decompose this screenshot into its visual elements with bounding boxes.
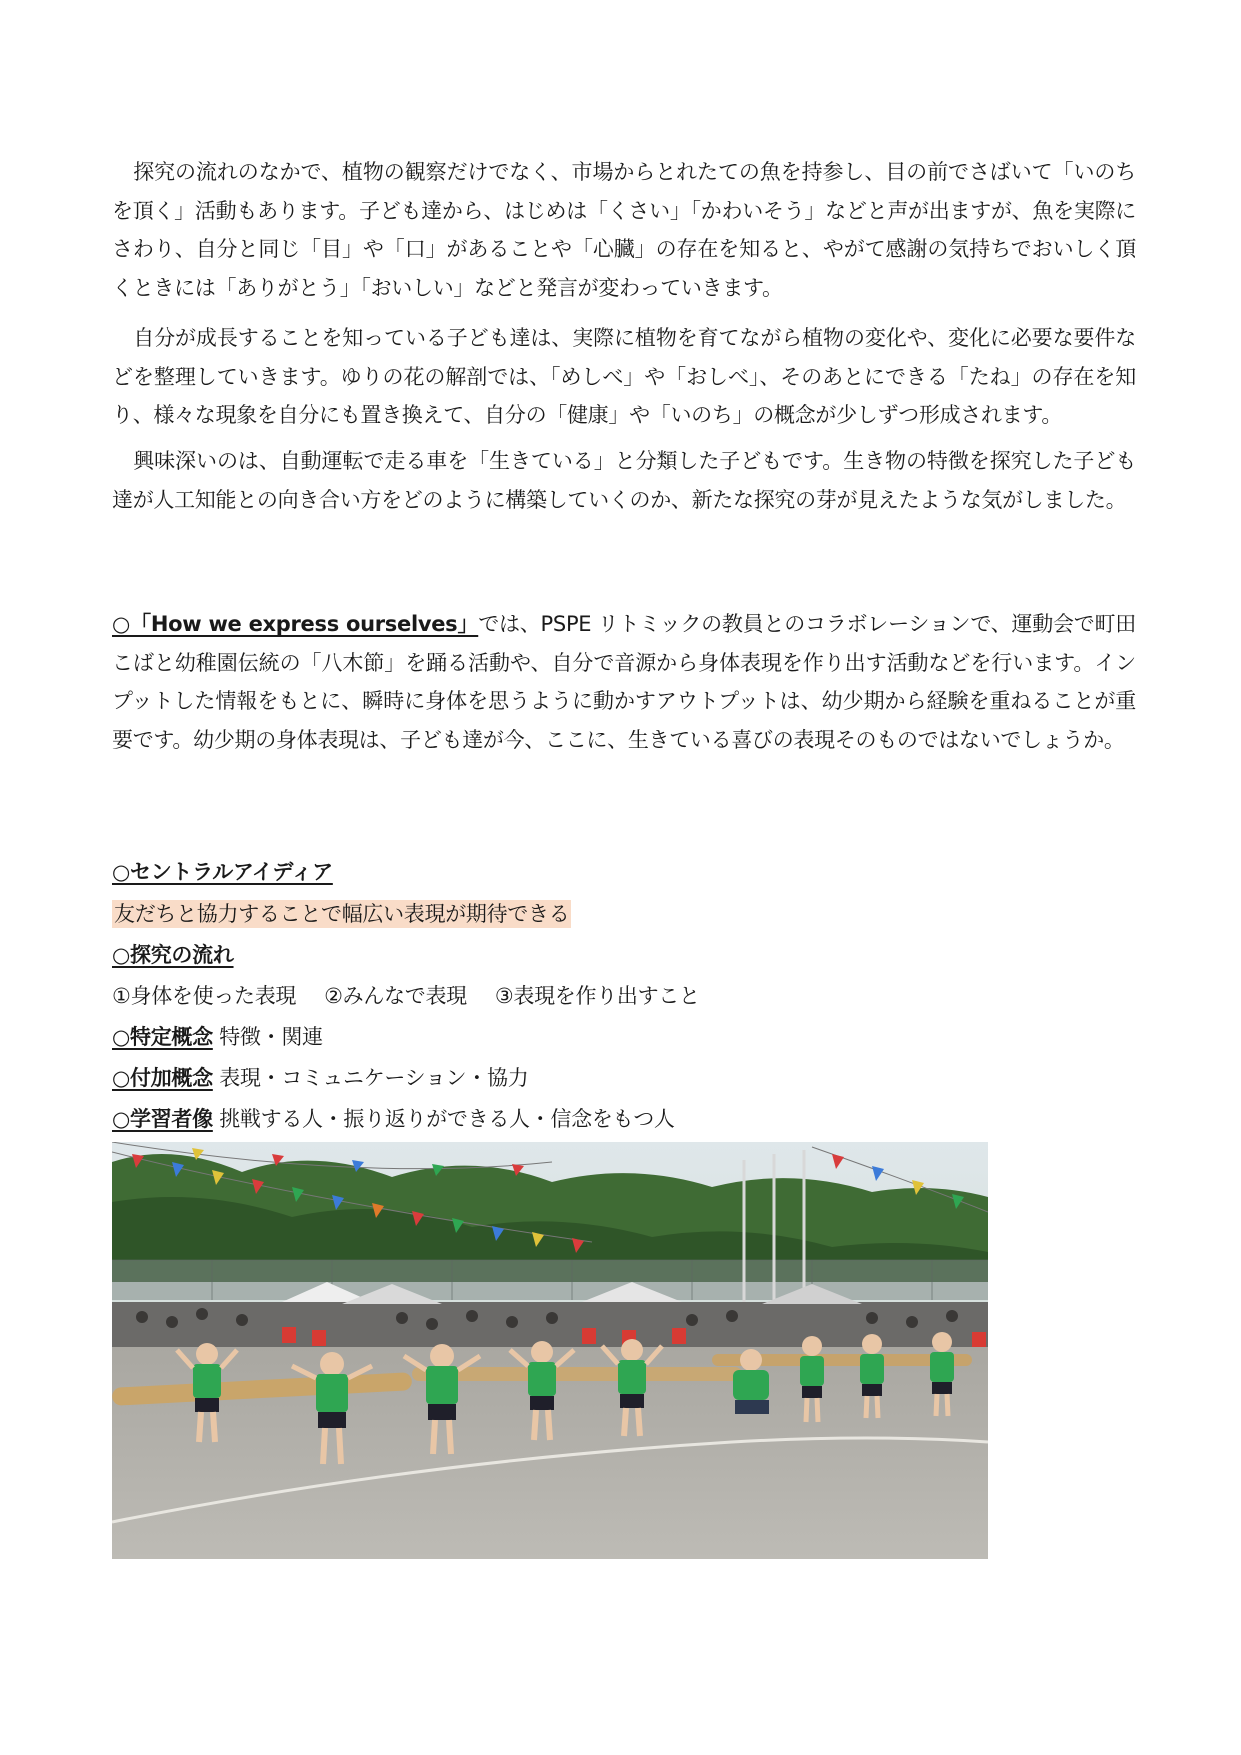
inquiry-flow-heading bbox=[112, 937, 234, 973]
sports-day-photo bbox=[112, 1142, 988, 1559]
paragraph-plant-growth bbox=[112, 319, 1136, 435]
inquiry-flow-label: ○探究の流れ bbox=[112, 943, 234, 967]
inquiry-flow-item: ③表現を作り出すこと bbox=[494, 984, 700, 1008]
additional-concepts-label: ○付加概念 bbox=[112, 1066, 213, 1090]
inquiry-flow-items bbox=[112, 978, 700, 1014]
inquiry-flow-item: ①身体を使った表現 bbox=[112, 984, 297, 1008]
paragraph-text: では、PSPE リトミックの教員とのコラボレーションで、運動会で町田こばと幼稚園伝統の「八木節」を踊る活動や、自分で音源から身体表現を作り出す活動などを行います。インプットした情報をもとに、瞬時に身体を思うように動かすアウトプットは、幼少期から経験を重ねることが重要です。幼少期の身体表現は、子ども達が今、ここに、生きている喜びの表現そのものではないでしょうか。 bbox=[112, 612, 1136, 752]
inquiry-flow-item: ②みんなで表現 bbox=[324, 984, 467, 1008]
paragraph-how-we-express bbox=[112, 605, 1136, 759]
paragraph-fish-activity bbox=[112, 153, 1136, 307]
sports-day-illustration bbox=[112, 1142, 988, 1559]
learner-profile-row bbox=[112, 1101, 675, 1137]
central-idea-label: ○セントラルアイディア bbox=[112, 860, 333, 884]
additional-concepts-row bbox=[112, 1060, 528, 1096]
learner-profile-label: ○学習者像 bbox=[112, 1107, 213, 1131]
paragraph-autonomous-car bbox=[112, 442, 1136, 519]
central-idea-text: 友だちと協力することで幅広い表現が期待できる bbox=[114, 902, 570, 926]
specific-concepts-value: 特徴・関連 bbox=[219, 1025, 323, 1049]
specific-concepts-label: ○特定概念 bbox=[112, 1025, 213, 1049]
unit-heading: ○「How we express ourselves」 bbox=[112, 612, 479, 636]
fence bbox=[112, 1260, 988, 1300]
paragraph-text: 興味深いのは、自動運転で走る車を「生きている」と分類した子どもです。生き物の特徴を探究した子ども達が人工知能との向き合い方をどのように構築していくのか、新たな探究の芽が見えたような気がしました。 bbox=[112, 449, 1136, 512]
learner-profile-value: 挑戦する人・振り返りができる人・信念をもつ人 bbox=[219, 1107, 675, 1131]
paragraph-text: 自分が成長することを知っている子ども達は、実際に植物を育てながら植物の変化や、変化に必要な要件などを整理していきます。ゆりの花の解剖では、「めしべ」や「おしべ」、そのあとにできる「たね」の存在を知り、様々な現象を自分にも置き換えて、自分の「健康」や「いのち」の概念が少しずつ形成されます。 bbox=[112, 326, 1136, 427]
central-idea-heading bbox=[112, 854, 333, 890]
additional-concepts-value: 表現・コミュニケーション・協力 bbox=[219, 1066, 529, 1090]
specific-concepts-row bbox=[112, 1019, 323, 1055]
paragraph-text: 探究の流れのなかで、植物の観察だけでなく、市場からとれたての魚を持参し、目の前でさばいて「いのちを頂く」活動もあります。子ども達から、はじめは「くさい」「かわいそう」などと声が出ますが、魚を実際にさわり、自分と同じ「目」や「口」があることや「心臓」の存在を知ると、やがて感謝の気持ちでおいしく頂くときには「ありがとう」「おいしい」などと発言が変わっていきます。 bbox=[112, 160, 1136, 300]
central-idea-row bbox=[112, 896, 571, 932]
